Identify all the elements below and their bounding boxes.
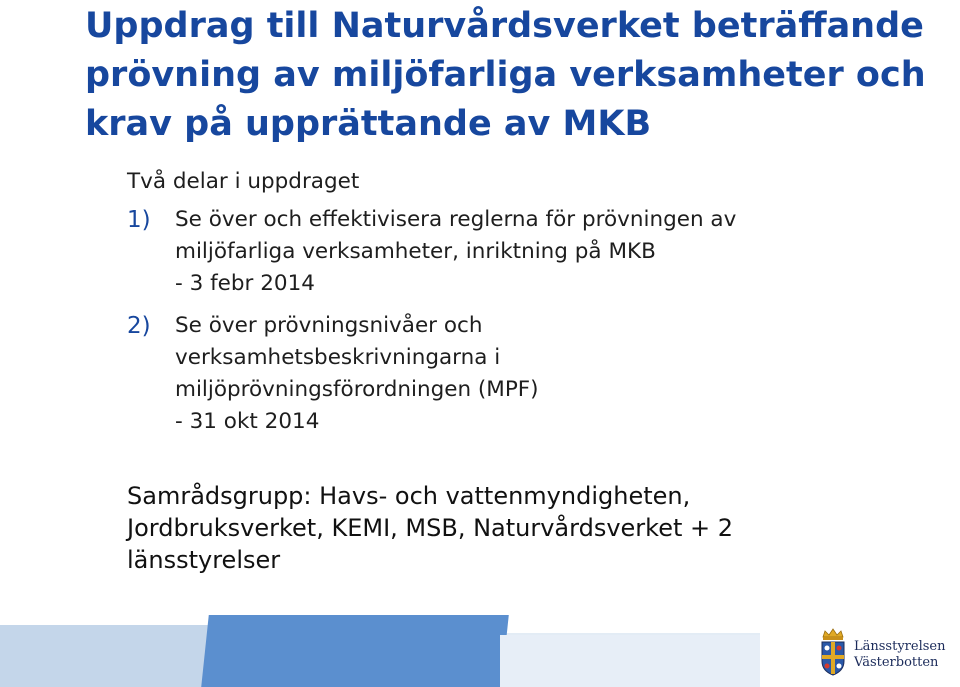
list-item-number: 2) [127, 313, 151, 339]
title-line: Uppdrag till Naturvårdsverket beträffande [85, 6, 924, 46]
list-item-line: Se över prövningsnivåer och [175, 313, 483, 338]
coat-of-arms-icon [818, 627, 848, 677]
intro-text: Två delar i uppdraget [127, 169, 360, 194]
list-item-text [175, 310, 539, 438]
logo-text [854, 639, 945, 671]
group-line: Samrådsgrupp: Havs- och vattenmyndigheten, [127, 482, 691, 510]
list-item-line: verksamhetsbeskrivningarna i [175, 345, 501, 370]
title-line: prövning av miljöfarliga verksamheter och [85, 55, 926, 95]
footer-band-accent [201, 615, 509, 687]
footer-band-light [0, 625, 210, 687]
slide-title [85, 2, 945, 149]
group-line: Jordbruksverket, KEMI, MSB, Naturvårdsverket + 2 [127, 514, 734, 542]
footer-band-pale [500, 635, 800, 687]
list-item-line: - 31 okt 2014 [175, 409, 320, 434]
lansstyrelsen-logo [818, 627, 948, 677]
list-item-number: 1) [127, 207, 151, 233]
title-line: krav på upprättande av MKB [85, 104, 652, 144]
logo-name-line: Länsstyrelsen [854, 639, 946, 654]
list-item-line: - 3 febr 2014 [175, 271, 315, 296]
logo-name-line: Västerbotten [854, 655, 939, 670]
list-item-line: Se över och effektivisera reglerna för prövningen av [175, 207, 737, 232]
group-line: länsstyrelser [127, 546, 281, 574]
consultation-group-text [127, 480, 927, 576]
list-item-line: miljöprövningsförordningen (MPF) [175, 377, 539, 402]
list-item-text [175, 204, 736, 300]
list-item-line: miljöfarliga verksamheter, inriktning på MKB [175, 239, 656, 264]
footer-decoration [0, 611, 960, 687]
